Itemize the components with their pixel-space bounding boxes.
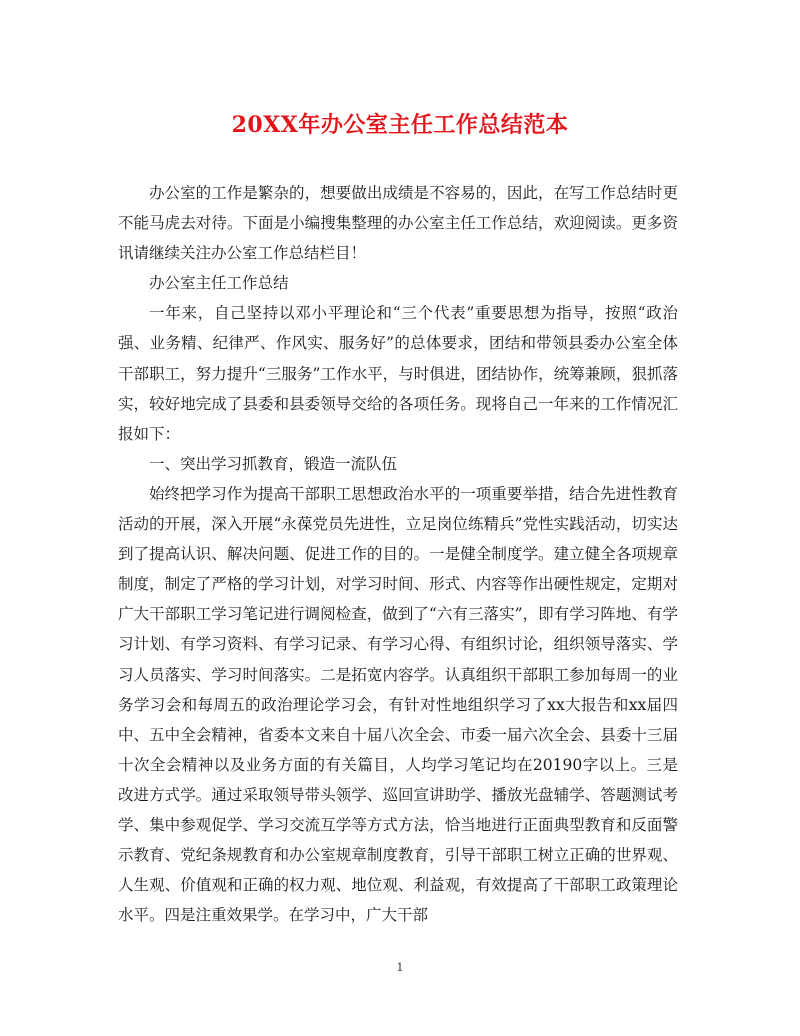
- body-paragraph: 始终把学习作为提高干部职工思想政治水平的一项重要举措，结合先进性教育活动的开展，深入开展“永葆党员先进性，立足岗位练精兵”党性实践活动，切实达到了提高认识、解决问题、促进工作的目的。一是健全制度学。建立健全各项规章制度，制定了严格的学习计划，对学习时间、形式、内容等作出硬性规定，定期对广大干部职工学习笔记进行调阅检查，做到了“六有三落实”，即有学习阵地、有学习计划、有学习资料、有学习记录、有学习心得、有组织讨论，组织领导落实、学习人员落实、学习时间落实。二是拓宽内容学。认真组织干部职工参加每周一的业务学习会和每周五的政治理论学习会，有针对性地组织学习了xx大报告和xx届四中、五中全会精神，省委本文来自十届八次全会、市委一届六次全会、县委十三届十次全会精神以及业务方面的有关篇目，人均学习笔记均在20190字以上。三是改进方式学。通过采取领导带头领学、巡回宣讲助学、播放光盘辅学、答题测试考学、集中参观促学、学习交流互学等方式方法，恰当地进行正面典型教育和反面警示教育、党纪条规教育和办公室规章制度教育，引导干部职工树立正确的世界观、人生观、价值观和正确的权力观、地位观、利益观，有效提高了干部职工政策理论水平。四是注重效果学。在学习中，广大干部: [118, 484, 678, 925]
- body-paragraph: 一年来，自己坚持以邓小平理论和“三个代表”重要思想为指导，按照“政治强、业务精、纪律严、作风实、服务好”的总体要求，团结和带领县委办公室全体干部职工，努力提升“三服务”工作水平，与时俱进，团结协作，统筹兼顾，狠抓落实，较好地完成了县委和县委领导交给的各项任务。现将自己一年来的工作情况汇报如下：: [118, 304, 678, 443]
- page-number: 1: [396, 961, 404, 974]
- subsection-heading: 一、突出学习抓教育，锻造一流队伍: [149, 454, 398, 473]
- intro-paragraph: 办公室的工作是繁杂的，想要做出成绩是不容易的，因此，在写工作总结时更不能马虎去对待。下面是小编搜集整理的办公室主任工作总结，欢迎阅读。更多资讯请继续关注办公室工作总结栏目！: [118, 184, 678, 263]
- section-heading: 办公室主任工作总结: [149, 274, 289, 293]
- document-title: 20XX年办公室主任工作总结范本: [231, 112, 569, 138]
- document-body: [118, 178, 678, 930]
